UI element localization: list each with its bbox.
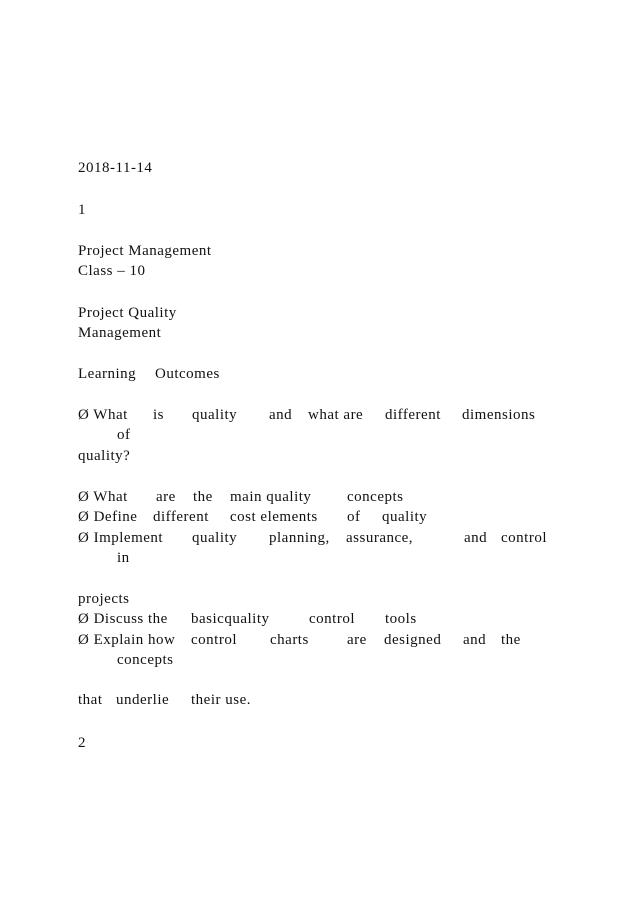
outcome-2	[78, 487, 558, 507]
bullet-text: concepts	[347, 489, 404, 505]
document-title-line-2: Class – 10	[78, 263, 146, 279]
bullet-text: assurance,	[346, 530, 414, 546]
bullet-text: control	[191, 632, 237, 648]
heading-word: Learning	[78, 366, 137, 382]
bullet-text: quality	[382, 509, 428, 525]
bullet-text: quality	[192, 530, 238, 546]
bullet-text: their use.	[191, 692, 251, 708]
bullet-text: Ø What	[78, 407, 128, 423]
outcome-4-line-2: in	[117, 550, 130, 566]
bullet-text: main quality	[230, 489, 312, 505]
bullet-text: control	[501, 530, 547, 546]
bullet-text: what are	[308, 407, 364, 423]
outcome-4-line-3: projects	[78, 591, 130, 607]
bullet-text: dimensions	[462, 407, 536, 423]
outcome-3	[78, 507, 558, 527]
document-title-line-1: Project Management	[78, 243, 212, 259]
bullet-text: charts	[270, 632, 309, 648]
outcome-6-line-2: concepts	[117, 652, 174, 668]
outcome-4-line-1	[78, 528, 558, 548]
bullet-text: control	[309, 611, 355, 627]
bullet-text: cost elements	[230, 509, 318, 525]
bullet-text: different	[153, 509, 209, 525]
outcome-1-line-3: quality?	[78, 448, 131, 464]
bullet-text: tools	[385, 611, 417, 627]
bullet-text: designed	[384, 632, 442, 648]
bullet-text: is	[153, 407, 165, 423]
bullet-text: Ø Define	[78, 509, 138, 525]
bullet-text: are	[156, 489, 176, 505]
bullet-text: different	[385, 407, 441, 423]
bullet-text: the	[193, 489, 213, 505]
page-number: 1	[78, 202, 86, 218]
bullet-text: and	[269, 407, 293, 423]
date: 2018-11-14	[78, 160, 153, 176]
bullet-text: Ø Discuss the	[78, 611, 168, 627]
bullet-text: planning,	[269, 530, 330, 546]
bullet-text: Ø What	[78, 489, 128, 505]
heading-word: Outcomes	[155, 366, 220, 382]
outcome-6-line-3	[78, 690, 378, 710]
bullet-text: basicquality	[191, 611, 270, 627]
outcome-6-line-1	[78, 630, 558, 650]
subtitle-line-1: Project Quality	[78, 305, 177, 321]
bullet-text: are	[347, 632, 367, 648]
section-heading	[78, 364, 278, 384]
bullet-text: Ø Explain how	[78, 632, 176, 648]
bullet-text: and	[464, 530, 488, 546]
page-number: 2	[78, 735, 86, 751]
bullet-text: the	[501, 632, 521, 648]
bullet-text: Ø Implement	[78, 530, 164, 546]
bullet-text: and	[463, 632, 487, 648]
outcome-5	[78, 609, 558, 629]
subtitle-line-2: Management	[78, 325, 162, 341]
bullet-text: of	[347, 509, 361, 525]
outcome-1-line-2: of	[117, 427, 131, 443]
bullet-text: that	[78, 692, 103, 708]
outcome-1-line-1	[78, 405, 558, 425]
bullet-text: underlie	[116, 692, 170, 708]
bullet-text: quality	[192, 407, 238, 423]
